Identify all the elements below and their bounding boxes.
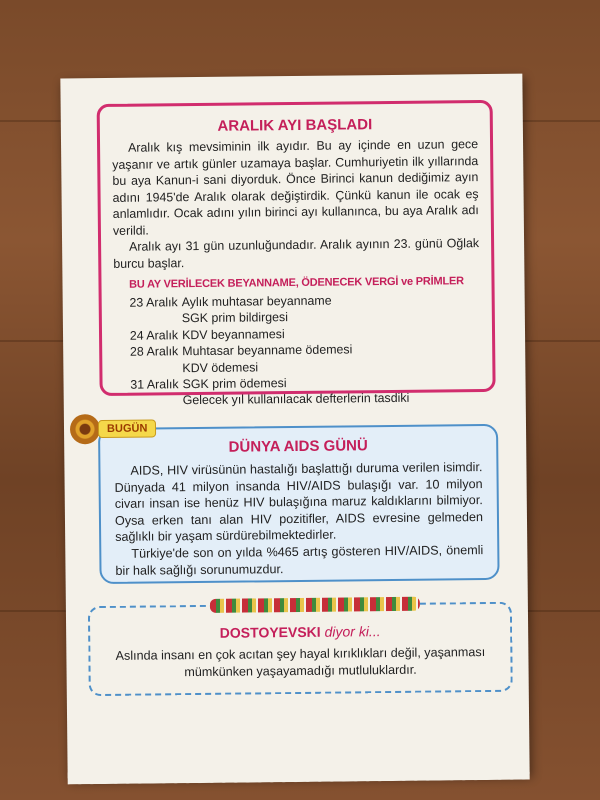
aids-day-section <box>98 424 500 584</box>
quote-title <box>104 622 496 642</box>
tax-subheading: BU AY VERİLECEK BEYANNAME, ÖDENECEK VERGİ ve PRİMLER <box>129 275 464 291</box>
deadline-item: Gelecek yıl kullanılacak defterlerin tasdiki <box>182 391 410 408</box>
today-badge-group <box>70 413 157 444</box>
quote-text: Aslında insanı en çok acıtan şey hayal kırıklıkları değil, yaşanması mümkünken yaşayamadığı mutluluklardır. <box>115 645 486 680</box>
sun-icon <box>70 414 100 444</box>
deadline-date: 23 Aralık <box>129 295 178 310</box>
flower-border-icon <box>210 597 420 613</box>
deadline-date: 24 Aralık <box>129 328 179 343</box>
aids-paragraph-2: Türkiye'de son on yılda %465 artış gösteren HIV/AIDS, önemli bir halk sağlığı sorunumuzdur. <box>115 543 484 578</box>
today-badge: BUGÜN <box>98 419 157 438</box>
quote-author: DOSTOYEVSKI <box>219 623 321 641</box>
deadline-date: 28 Aralık <box>129 344 179 359</box>
quote-section <box>88 602 513 696</box>
aids-paragraph-1: AIDS, HIV virüsünün hastalığı başlattığı duruma verilen isimdir. Dünyada 41 milyon insanda HIV/AIDS bulaşığı var. 10 milyon civarı insan ise henüz HIV bulaşığına maruz kaldıklarını bilmiyor. Oysa erken tanı alan HIV pozitifler, AIDS evresine gelmeden sağlıklı bir yaşam sürdürebilmektedirler. <box>114 460 484 545</box>
december-paragraph-2: Aralık ayı 31 gün uzunluğundadır. Aralık ayının 23. günü Oğlak burcu başlar. <box>113 236 480 271</box>
quote-says: diyor ki... <box>324 623 381 640</box>
deadline-date: 31 Aralık <box>130 377 179 392</box>
deadline-list <box>114 291 481 410</box>
deadline-item: KDV ödemesi <box>182 360 259 375</box>
december-section <box>97 100 496 408</box>
december-title: ARALIK AYI BAŞLADI <box>217 116 373 135</box>
deadline-item: Muhtasar beyanname ödemesi <box>182 342 353 359</box>
deadline-item: KDV beyannamesi <box>181 326 285 342</box>
deadline-item: SGK prim bildirgesi <box>181 310 288 326</box>
aids-day-title: DÜNYA AIDS GÜNÜ <box>228 437 368 456</box>
perforated-edge <box>68 768 530 785</box>
calendar-page <box>60 74 529 779</box>
deadline-item: SGK prim ödemesi <box>182 376 287 392</box>
deadline-item: Aylık muhtasar beyanname <box>181 293 332 310</box>
december-paragraph-1: Aralık kış mevsiminin ilk ayıdır. Bu ay içinde en uzun gece yaşanır ve artık günler uzamaya başlar. Cumhuriyetin ilk yıllarında bu aya Kanun-i sani diyorduk. Önce Birinci kanun dediğimiz ayın adını 1945'de Aralık olarak değiştirdik. Çünkü kanun ile ocak eş anlamlıdır. Ocak adını yılın birinci ayı kullanınca, bu aya Aralık adı verildi. <box>112 137 479 238</box>
